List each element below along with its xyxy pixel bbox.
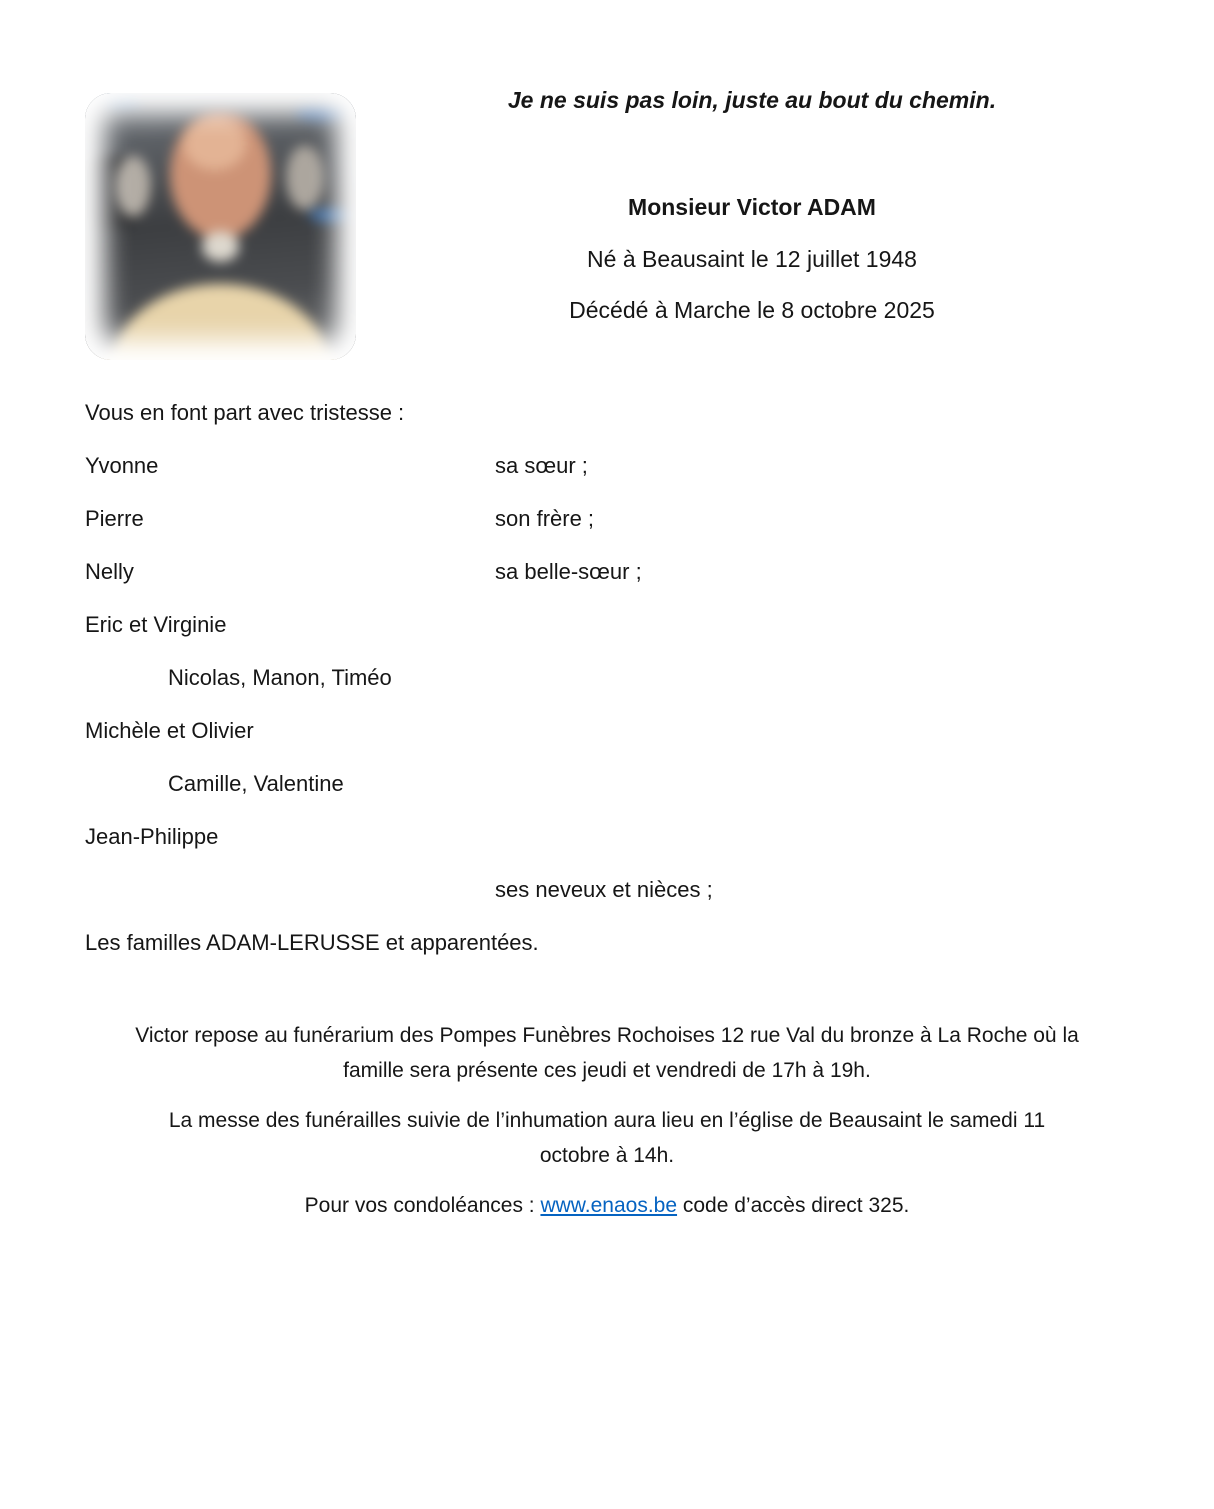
family-row: [85, 875, 1214, 904]
family-member-relation: sa sœur ;: [495, 453, 588, 478]
family-row: [85, 610, 1214, 639]
family-intro-row: [85, 398, 1214, 427]
family-member-name: Nelly: [85, 559, 134, 584]
portrait-photo-feathered-edge: [85, 93, 356, 360]
repose-line-1: Victor repose au funérarium des Pompes Funèbres Rochoises 12 rue Val du bronze à La Roche où la: [135, 1024, 1079, 1047]
family-intro: Vous en font part avec tristesse :: [85, 400, 405, 425]
family-member-relation: ses neveux et nièces ;: [495, 877, 713, 902]
family-member-name: Yvonne: [85, 453, 159, 478]
condolences-paragraph: [85, 1188, 1129, 1223]
family-member-name: Nicolas, Manon, Timéo: [168, 665, 392, 690]
family-row: [85, 822, 1214, 851]
family-member-name: Camille, Valentine: [168, 771, 344, 796]
deceased-name: Monsieur Victor ADAM: [628, 194, 876, 220]
family-member-relation: [495, 822, 1214, 851]
family-row: [85, 663, 1214, 692]
family-row: [85, 716, 1214, 745]
family-member-relation: sa belle-sœur ;: [495, 559, 642, 584]
family-member-relation: [495, 610, 1214, 639]
family-row: [85, 504, 1214, 533]
mass-line-2: octobre à 14h.: [539, 1144, 675, 1167]
family-member-relation: [495, 716, 1214, 745]
family-row: [85, 451, 1214, 480]
portrait-photo: [85, 93, 356, 360]
family-member-relation: [495, 663, 1214, 692]
birth-line: Né à Beausaint le 12 juillet 1948: [587, 246, 917, 272]
funeral-details-section: [85, 1018, 1129, 1223]
mass-line-1: La messe des funérailles suivie de l’inhumation aura lieu en l’église de Beausaint le samedi 11: [168, 1109, 1046, 1132]
family-member-name: Jean-Philippe: [85, 824, 219, 849]
family-member-name: Pierre: [85, 506, 144, 531]
family-member-name: Eric et Virginie: [85, 612, 227, 637]
mass-paragraph: [85, 1103, 1129, 1173]
family-section: [0, 398, 1214, 957]
family-member-name: Michèle et Olivier: [85, 718, 254, 743]
condolences-prefix: Pour vos condoléances :: [304, 1194, 541, 1217]
family-row: [85, 769, 1214, 798]
family-closing: Les familles ADAM-LERUSSE et apparentées.: [85, 930, 539, 955]
family-row: [85, 557, 1214, 586]
death-line: Décédé à Marche le 8 octobre 2025: [569, 297, 935, 323]
family-closing-row: [85, 928, 1214, 957]
family-member-name: [85, 875, 495, 904]
memorial-quote: Je ne suis pas loin, juste au bout du chemin.: [507, 87, 997, 113]
repose-line-2: famille sera présente ces jeudi et vendredi de 17h à 19h.: [343, 1059, 871, 1082]
condolences-link[interactable]: www.enaos.be: [540, 1194, 678, 1217]
family-member-relation: [495, 769, 1214, 798]
family-member-relation: son frère ;: [495, 506, 595, 531]
repose-paragraph: [85, 1018, 1129, 1088]
header-section: [0, 0, 1214, 398]
condolences-suffix: code d’accès direct 325.: [677, 1194, 910, 1217]
